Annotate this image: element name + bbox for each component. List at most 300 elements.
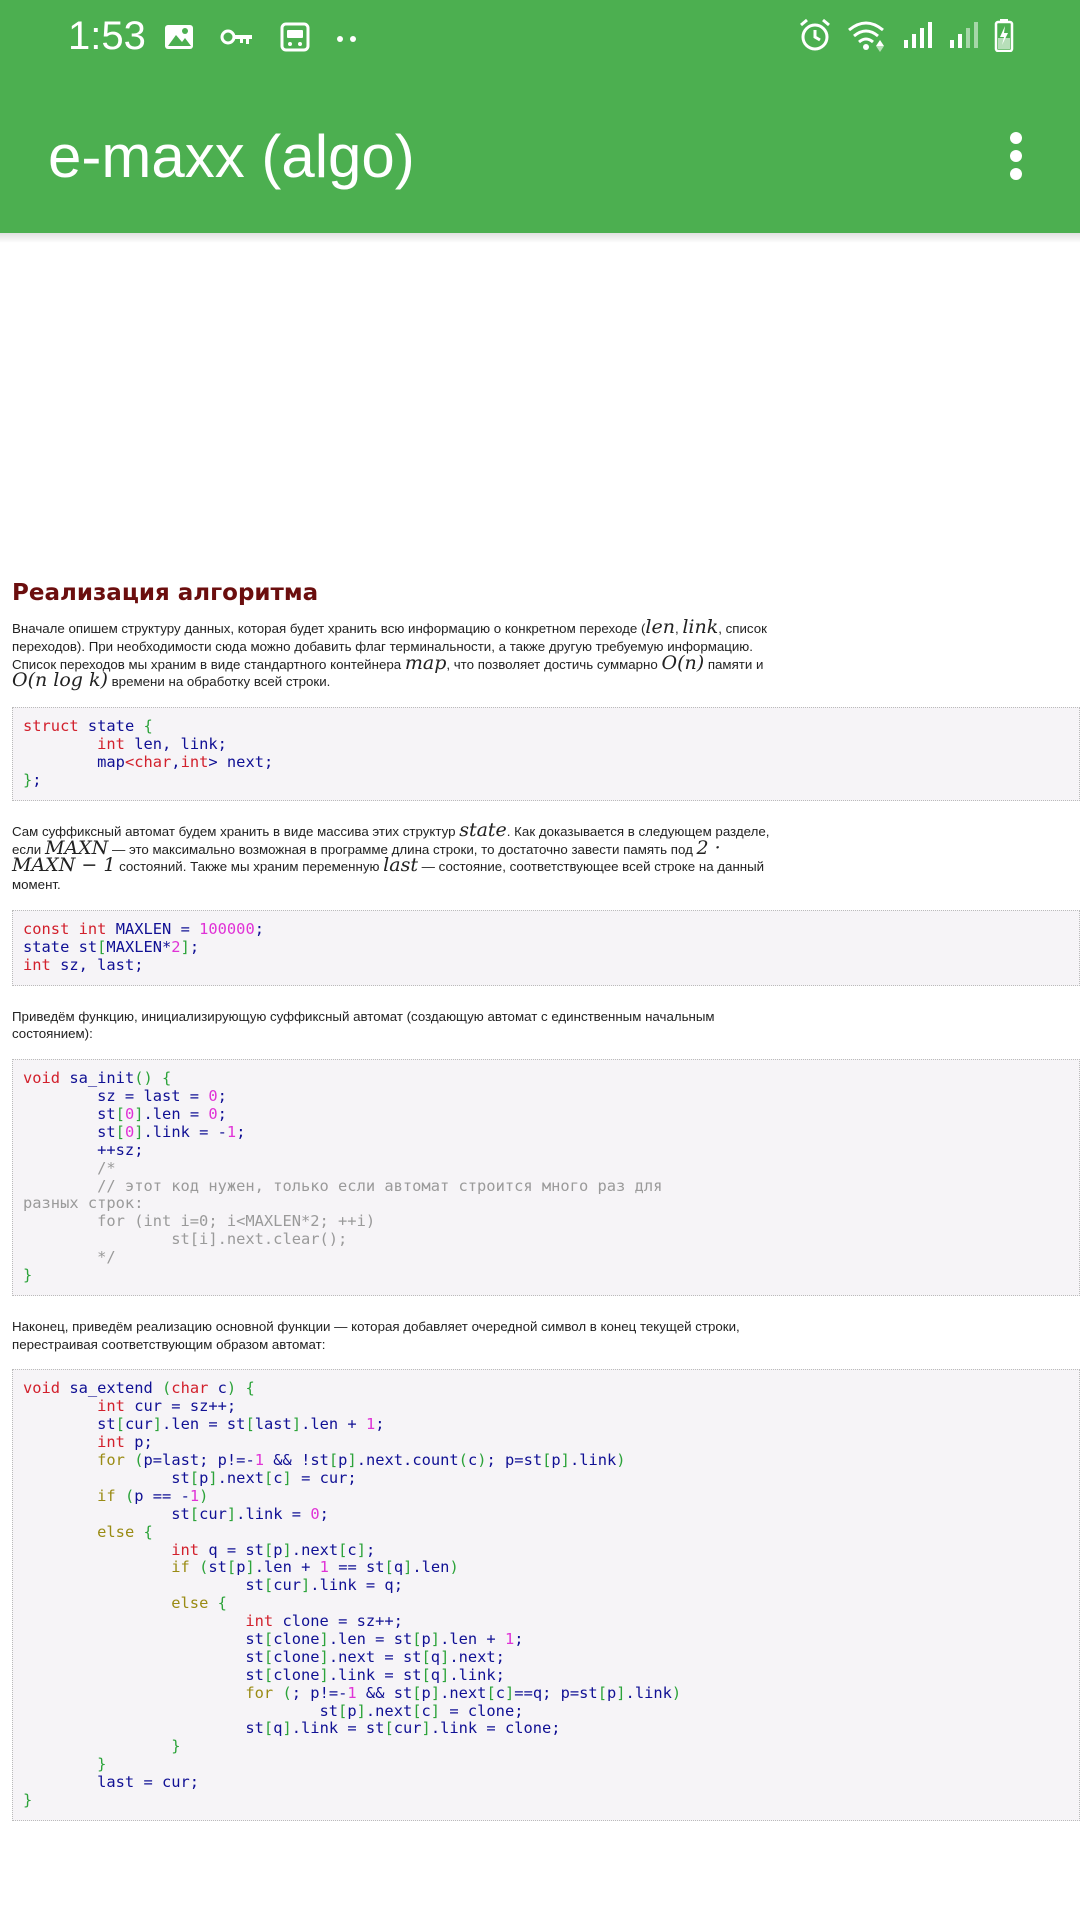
code-token: st: [23, 1504, 190, 1523]
code-token: {: [143, 717, 153, 736]
code-block-globals: [12, 910, 1080, 986]
code-token: [: [412, 1629, 422, 1648]
code-token: ;: [217, 1087, 227, 1106]
code-line: [23, 1488, 1069, 1506]
code-line: [23, 1720, 1069, 1738]
code-token: [: [189, 1468, 200, 1487]
code-line: [23, 921, 1069, 939]
code-block-struct: [12, 707, 1080, 801]
code-token: q: [273, 1719, 283, 1738]
math-expression: map: [404, 651, 447, 674]
code-token: ]: [282, 1468, 292, 1487]
code-token: [23, 1737, 171, 1755]
code-line: [23, 736, 1069, 754]
code-token: [23, 1612, 245, 1630]
code-token: ]: [245, 1558, 255, 1577]
code-token: разных строк:: [23, 1194, 144, 1213]
code-token: p: [421, 1629, 431, 1648]
code-token: clone: [273, 1629, 320, 1648]
code-token: [: [263, 1540, 274, 1559]
code-token: [23, 1684, 245, 1702]
code-token: 1: [365, 1415, 376, 1434]
code-token: st: [23, 1104, 116, 1123]
code-token: [: [421, 1665, 431, 1684]
code-token: .next: [365, 1701, 413, 1720]
code-token: {: [143, 1522, 153, 1541]
code-token: p: [273, 1540, 283, 1559]
code-line: [23, 1542, 1069, 1560]
code-token: q: [430, 1665, 441, 1684]
code-line: [23, 1398, 1069, 1416]
more-dots-icon: [336, 31, 358, 49]
code-token: (: [162, 1379, 172, 1398]
paragraph-text: состояний. Также мы храним переменную: [115, 859, 384, 875]
overflow-menu-button[interactable]: [992, 124, 1040, 188]
code-line: [23, 1506, 1069, 1524]
code-token: int: [78, 919, 107, 938]
code-token: [134, 1523, 143, 1541]
code-token: [: [421, 1647, 431, 1666]
code-token: p: [606, 1683, 617, 1702]
paragraph-text: . Как доказывается в следующем разделе, если: [12, 823, 770, 857]
code-token: ==q; p=st: [514, 1683, 598, 1702]
code-token: [: [412, 1701, 422, 1720]
code-token: st: [23, 1629, 264, 1648]
code-token: ]: [356, 1540, 366, 1559]
code-token: for: [97, 1451, 125, 1470]
code-token: cur: [273, 1576, 302, 1595]
code-token: st: [23, 1647, 264, 1666]
code-token: .next = st: [328, 1647, 422, 1666]
code-token: ]: [430, 1683, 441, 1702]
code-token: [: [115, 1415, 125, 1434]
code-token: int: [23, 955, 51, 974]
code-token: (: [134, 1451, 144, 1470]
code-token: [23, 1558, 171, 1576]
code-token: .link = q;: [310, 1576, 403, 1595]
code-token: [23, 1451, 97, 1469]
code-token: ]: [134, 1104, 144, 1123]
code-line: [23, 1070, 1069, 1088]
code-line: [23, 1142, 1069, 1160]
code-token: ): [477, 1451, 487, 1470]
code-token: 1: [226, 1122, 237, 1141]
code-token: [: [189, 1504, 200, 1523]
code-token: sz, last;: [50, 955, 144, 974]
image-icon: [164, 24, 194, 55]
code-token: p: [551, 1451, 561, 1470]
code-token: [: [328, 1451, 339, 1470]
code-token: ;: [236, 1122, 246, 1141]
code-token: MAXLEN =: [106, 919, 200, 938]
code-line: [23, 1685, 1069, 1703]
code-token: */: [23, 1248, 116, 1267]
code-token: int: [245, 1612, 274, 1631]
code-token: }: [171, 1737, 181, 1756]
code-token: (: [199, 1558, 209, 1577]
code-token: clone: [273, 1647, 320, 1666]
code-token: [: [338, 1540, 348, 1559]
paragraph-text: — состояние, соответствующее всей строке на данный момент.: [12, 859, 765, 893]
code-token: [23, 1594, 171, 1612]
status-left-icons: [164, 22, 358, 57]
code-token: int: [97, 735, 125, 754]
math-expression: O(n log k): [12, 669, 108, 692]
code-token: [23, 1523, 97, 1541]
code-token: q: [430, 1647, 441, 1666]
code-token: cur: [124, 1415, 153, 1434]
code-token: [: [597, 1683, 607, 1702]
code-token: for: [245, 1683, 274, 1702]
status-bar: [0, 0, 1080, 78]
code-line: [23, 1613, 1069, 1631]
code-token: ]: [505, 1683, 515, 1702]
code-token: // этот код нужен, только если автомат строится много раз для: [23, 1176, 663, 1195]
code-token: sa_init: [60, 1069, 135, 1088]
code-token: [69, 920, 78, 938]
code-token: ;: [514, 1629, 524, 1648]
paragraph-text: — это максимально возможная в программе длина строки, то достаточно завести память под: [108, 841, 697, 857]
code-token: .link;: [449, 1665, 505, 1684]
code-token: }: [97, 1755, 107, 1774]
app-title: e-maxx (algo): [48, 123, 415, 190]
code-token: ;: [319, 1504, 329, 1523]
code-token: /*: [23, 1158, 116, 1177]
code-token: ]: [319, 1629, 329, 1648]
code-token: for (int i=0; i<MAXLEN*2; ++i): [23, 1212, 376, 1231]
code-token: ]: [440, 1647, 450, 1666]
code-line: [23, 1792, 1069, 1810]
code-token: = cur;: [291, 1468, 357, 1487]
code-token: [: [115, 1122, 125, 1141]
code-token: (: [282, 1683, 292, 1702]
code-token: p=last; p!=-: [143, 1451, 255, 1470]
code-token: st: [23, 1415, 116, 1434]
code-token: [: [263, 1468, 274, 1487]
math-expression: last: [383, 854, 418, 877]
code-token: st[i].next.clear();: [23, 1230, 348, 1249]
code-line: [23, 1106, 1069, 1124]
code-token: ;: [365, 1540, 376, 1559]
code-token: sa_extend: [60, 1379, 163, 1398]
code-token: [153, 1069, 162, 1087]
code-line: [23, 1774, 1069, 1792]
code-token: ]: [421, 1719, 431, 1738]
code-line: [23, 1124, 1069, 1142]
code-token: 1: [189, 1486, 200, 1505]
app-bar: [0, 0, 1080, 233]
code-token: p;: [124, 1433, 153, 1452]
code-token: [23, 1755, 97, 1773]
code-token: 1: [319, 1558, 329, 1577]
code-token: c: [421, 1701, 431, 1720]
code-token: p: [421, 1683, 431, 1702]
code-token: p == -: [134, 1486, 190, 1505]
paragraph-text: , что позволяет достичь суммарно: [446, 656, 662, 672]
code-token: ): [199, 1486, 209, 1505]
code-token: 0: [310, 1504, 320, 1523]
overflow-menu-icon: [1010, 132, 1022, 144]
code-token: ]: [282, 1719, 292, 1738]
code-token: .link = st: [291, 1719, 385, 1738]
code-token: ]: [226, 1504, 237, 1523]
code-line: [23, 1178, 1069, 1196]
status-time: 1:53: [68, 14, 146, 58]
code-token: [125, 1451, 134, 1469]
code-token: ]: [152, 1415, 163, 1434]
code-token: [208, 1594, 217, 1612]
code-token: .len: [412, 1558, 450, 1577]
code-token: char: [171, 1379, 209, 1398]
code-token: > next;: [208, 752, 274, 771]
code-token: int: [97, 1433, 125, 1452]
code-token: 2: [171, 937, 181, 956]
code-token: sz = last =: [23, 1087, 209, 1106]
code-token: st: [23, 1665, 264, 1684]
code-token: [: [263, 1647, 274, 1666]
section-heading: Реализация алгоритма: [12, 580, 319, 606]
code-token: .len =: [143, 1104, 209, 1123]
code-token: st: [208, 1558, 227, 1577]
paragraph-3: Приведём функцию, инициализирующую суффиксный автомат (создающую автомат с единственным начальным состоянием):: [12, 1008, 715, 1042]
code-token: MAXLEN*: [106, 937, 172, 956]
code-line: [23, 1434, 1069, 1452]
code-token: (: [458, 1451, 468, 1470]
code-token: c: [208, 1379, 227, 1398]
code-token: ): [449, 1558, 459, 1577]
code-token: cur: [199, 1504, 227, 1523]
code-token: [: [338, 1701, 348, 1720]
code-token: ;: [217, 1104, 227, 1123]
code-token: .len +: [440, 1629, 505, 1648]
code-token: ]: [356, 1701, 366, 1720]
code-line: [23, 1738, 1069, 1756]
overflow-menu-icon-dot: [1010, 150, 1022, 162]
code-token: state: [78, 717, 144, 736]
code-line: [23, 1577, 1069, 1595]
code-token: [23, 1397, 97, 1415]
code-token: c: [467, 1451, 478, 1470]
code-line: [23, 1559, 1069, 1577]
code-token: st: [23, 1468, 190, 1487]
code-token: ]: [282, 1540, 292, 1559]
code-token: ]: [616, 1683, 626, 1702]
code-token: p: [347, 1701, 357, 1720]
status-right-icons: [798, 18, 1014, 57]
code-token: ]: [180, 937, 190, 956]
code-token: }: [23, 770, 33, 789]
math-expression: len: [645, 616, 675, 638]
code-token: ;: [254, 919, 264, 938]
code-line: [23, 1756, 1069, 1774]
code-token: [23, 1433, 97, 1451]
code-line: [23, 1524, 1069, 1542]
app-bar-shadow: [0, 233, 1080, 243]
code-token: ;: [189, 937, 200, 956]
paragraph-4: Наконец, приведём реализацию основной функции — которая добавляет очередной символ в конец текущей строки, перестраивая соответствующим образом автомат:: [12, 1318, 740, 1352]
code-token: [: [245, 1415, 255, 1434]
code-token: ]: [291, 1415, 302, 1434]
code-token: .next.count: [356, 1451, 459, 1470]
storage-icon: [280, 22, 310, 57]
code-token: ]: [560, 1451, 570, 1470]
code-token: [23, 1487, 97, 1505]
code-token: void: [23, 1379, 61, 1398]
paragraph-text: , список переходов). При необходимости сюда можно добавить флаг терминальности, а также другую требуемую информацию. Список переходов мы храним в виде стандартного контейнера: [12, 621, 767, 672]
code-token: ): [226, 1379, 237, 1398]
code-token: ]: [301, 1576, 311, 1595]
alarm-icon: [798, 18, 832, 57]
code-token: ]: [440, 1665, 450, 1684]
code-token: = clone;: [440, 1701, 524, 1720]
code-token: ]: [319, 1665, 329, 1684]
code-token: (: [124, 1486, 135, 1505]
code-token: p: [199, 1468, 209, 1487]
code-token: [: [97, 937, 107, 956]
code-token: ; p!=-: [291, 1683, 348, 1702]
code-token: }: [23, 1790, 33, 1809]
code-line: [23, 1703, 1069, 1721]
paragraph-text: ,: [674, 621, 683, 636]
code-line: [23, 1213, 1069, 1231]
code-token: <char: [124, 752, 172, 771]
paragraph-1: [12, 616, 772, 692]
code-token: clone: [273, 1665, 320, 1684]
code-line: [23, 1195, 1069, 1213]
code-block-sa-extend: [12, 1369, 1080, 1820]
code-token: len, link;: [124, 735, 227, 754]
code-token: {: [217, 1594, 227, 1613]
code-token: [23, 735, 97, 753]
code-token: ]: [347, 1451, 357, 1470]
code-token: .len = st: [162, 1415, 246, 1434]
code-token: map: [23, 752, 125, 771]
code-token: p: [338, 1451, 348, 1470]
wifi-icon: [846, 18, 888, 57]
code-token: [: [486, 1683, 496, 1702]
code-token: q: [393, 1558, 404, 1577]
code-token: int: [171, 1540, 200, 1559]
article-content: [12, 580, 1080, 1843]
code-token: {: [162, 1069, 172, 1088]
code-line: [23, 772, 1069, 790]
code-token: [: [115, 1104, 125, 1123]
code-token: ]: [208, 1468, 218, 1487]
code-line: [23, 1088, 1069, 1106]
code-token: (): [134, 1069, 153, 1088]
code-token: ]: [430, 1701, 441, 1720]
code-line: [23, 957, 1069, 975]
code-token: [: [412, 1683, 422, 1702]
code-token: st: [23, 1701, 339, 1720]
code-token: [: [263, 1719, 274, 1738]
code-token: 0: [208, 1087, 218, 1106]
code-token: [: [226, 1558, 237, 1577]
code-token: .next: [291, 1540, 339, 1559]
code-token: state st: [23, 937, 98, 956]
code-token: st: [23, 1719, 264, 1738]
code-token: .link = st: [328, 1665, 422, 1684]
overflow-menu-icon-dot: [1010, 168, 1022, 180]
code-line: [23, 1631, 1069, 1649]
math-expression: state: [459, 818, 507, 841]
code-token: && st: [356, 1683, 413, 1702]
code-token: 0: [124, 1122, 135, 1141]
code-token: .next: [217, 1468, 264, 1487]
code-token: 1: [504, 1629, 515, 1648]
code-token: [: [384, 1558, 394, 1577]
code-token: else: [97, 1522, 135, 1541]
code-token: .link: [569, 1451, 617, 1470]
paragraph-text: Сам суффиксный автомат будем хранить в виде массива этих структур: [12, 823, 460, 839]
code-token: {: [245, 1379, 255, 1398]
code-token: 0: [208, 1104, 218, 1123]
math-expression: link: [682, 616, 719, 638]
signal-weak-icon: [948, 20, 980, 55]
code-token: ]: [319, 1647, 329, 1666]
code-token: .link: [625, 1683, 672, 1702]
code-token: else: [171, 1594, 209, 1613]
code-line: [23, 718, 1069, 736]
code-token: c: [273, 1468, 283, 1487]
code-token: if: [171, 1558, 190, 1577]
math-expression: O(n): [661, 651, 705, 674]
code-token: && !st: [264, 1451, 329, 1470]
code-line: [23, 1380, 1069, 1398]
code-line: [23, 1452, 1069, 1470]
paragraph-text: памяти и: [704, 656, 764, 672]
math-expression: MAXN: [44, 836, 109, 859]
code-token: .len +: [301, 1415, 366, 1434]
code-token: q = st: [199, 1540, 264, 1559]
code-line: [23, 1470, 1069, 1488]
code-line: [23, 1249, 1069, 1267]
code-token: ++sz;: [23, 1140, 144, 1159]
code-line: [23, 1267, 1069, 1285]
code-token: 1: [254, 1451, 264, 1470]
code-token: .next: [440, 1683, 487, 1702]
code-token: st: [23, 1576, 264, 1595]
code-token: .link = -: [143, 1122, 227, 1141]
code-token: [23, 1541, 171, 1559]
code-token: ): [616, 1451, 626, 1470]
code-token: 0: [124, 1104, 135, 1123]
code-token: [: [263, 1629, 274, 1648]
code-line: [23, 754, 1069, 772]
code-token: .next;: [449, 1647, 505, 1666]
code-token: == st: [328, 1558, 385, 1577]
code-token: last = cur;: [23, 1773, 200, 1792]
code-line: [23, 1595, 1069, 1613]
code-token: .len +: [254, 1558, 320, 1577]
code-token: .link = clone;: [430, 1719, 561, 1738]
code-token: st: [23, 1122, 116, 1141]
code-token: struct: [23, 717, 79, 736]
code-token: cur = sz++;: [124, 1397, 237, 1416]
code-token: [190, 1558, 199, 1576]
key-icon: [220, 27, 254, 52]
code-token: [: [542, 1451, 552, 1470]
paragraph-2: [12, 818, 772, 894]
code-line: [23, 939, 1069, 957]
code-token: .len = st: [328, 1629, 413, 1648]
code-token: ]: [134, 1122, 144, 1141]
code-token: const: [23, 919, 70, 938]
code-token: ]: [430, 1629, 441, 1648]
paragraph-text: Вначале опишем структуру данных, которая будет хранить всю информацию о конкретном переходе (: [12, 621, 646, 636]
code-token: ]: [403, 1558, 413, 1577]
code-token: ; p=st: [486, 1451, 543, 1470]
